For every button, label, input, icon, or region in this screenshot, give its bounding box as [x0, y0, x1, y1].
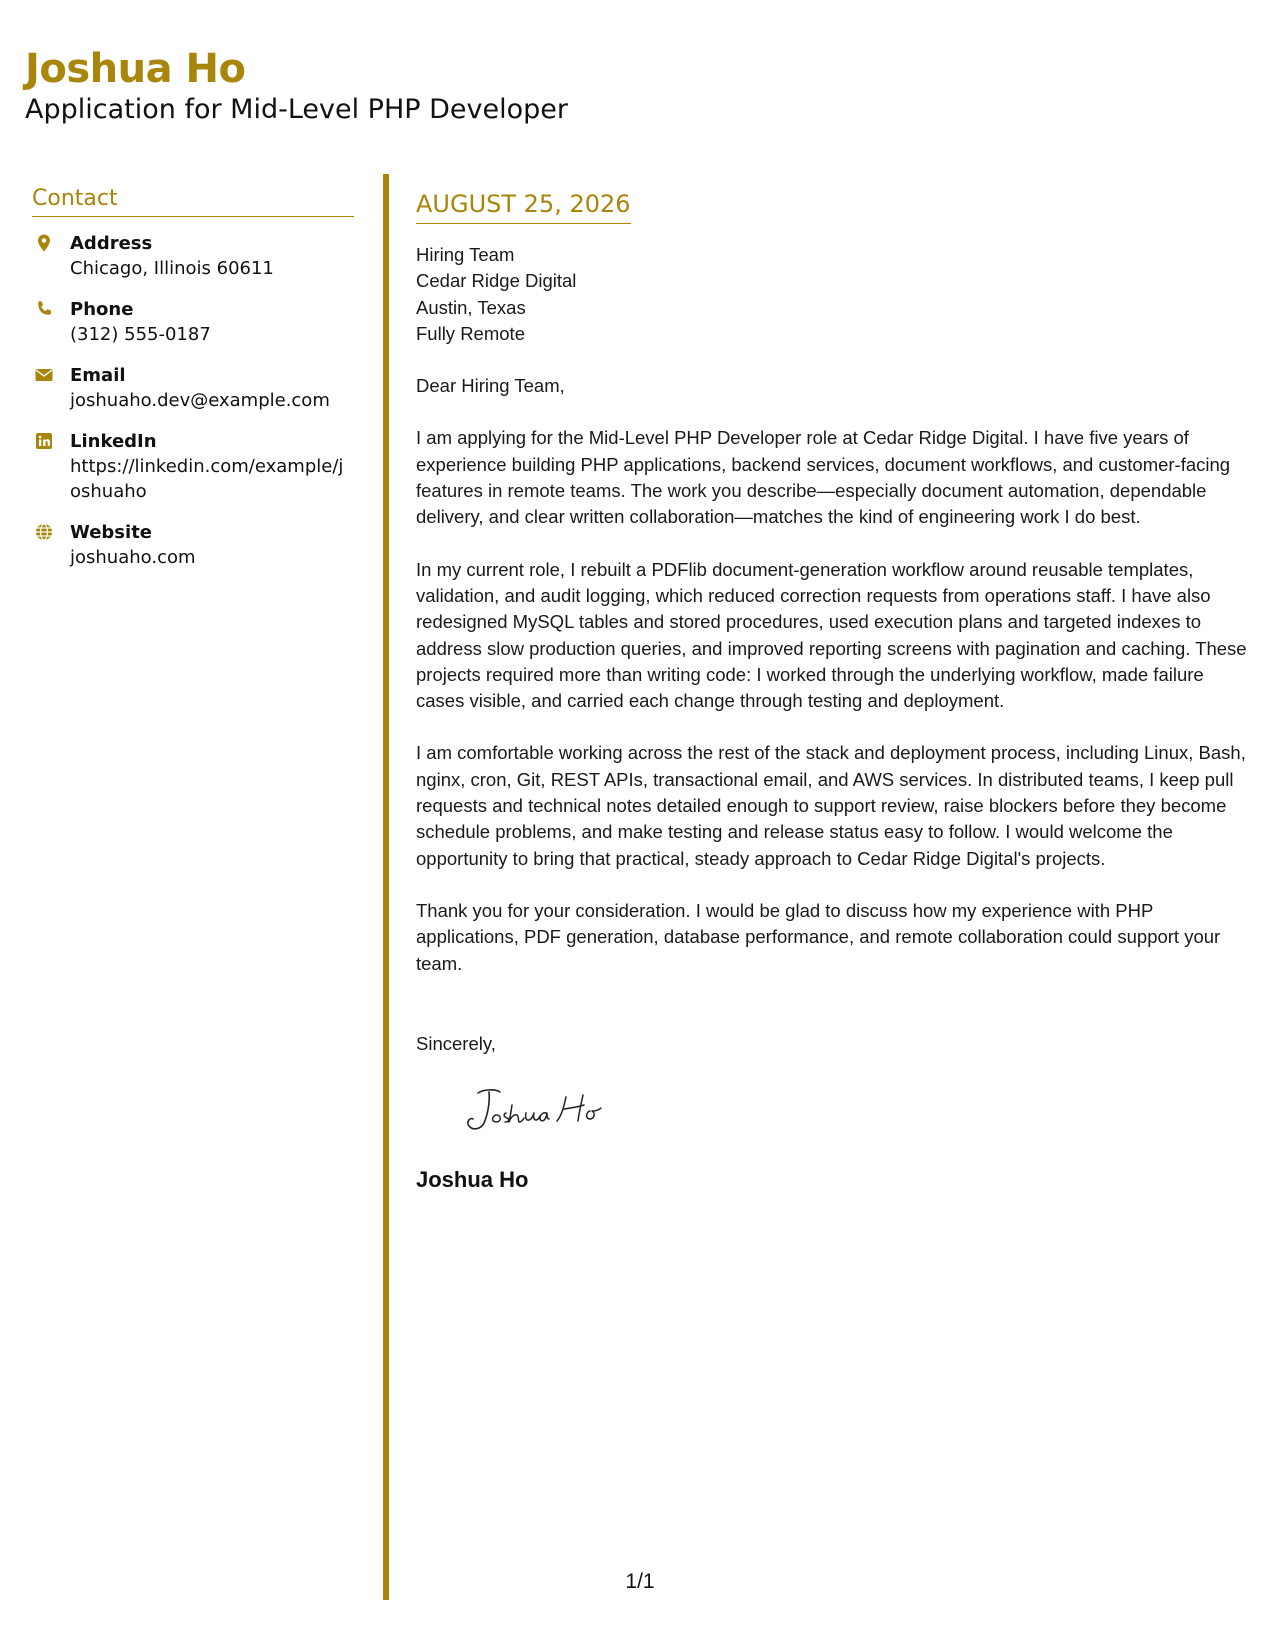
- applicant-name: Joshua Ho: [25, 46, 246, 92]
- application-subtitle: Application for Mid-Level PHP Developer: [25, 94, 568, 125]
- body-paragraph: I am applying for the Mid-Level PHP Developer role at Cedar Ridge Digital. I have five years of experience building PHP applications, backend services, document workflows, and customer-facing features in remote teams. The work you describe—especially document automation, dependable delivery, and clear written collaboration—matches the kind of engineering work I do best.: [416, 427, 1231, 528]
- phone-value: (312) 555-0187: [70, 324, 211, 345]
- body-paragraph: In my current role, I rebuilt a PDFlib document-generation workflow around reusable templates, validation, and audit logging, which reduced correction requests from operations staff. I have also redesigned MySQL tables and stored procedures, used execution plans and targeted indexes to address slow production queries, and improved reporting screens with pagination and caching. These projects required more than writing code: I worked through the underlying workflow, made failure cases visible, and carried each change through testing and deployment.: [416, 558, 1247, 712]
- letter-header: [25, 48, 568, 125]
- envelope-icon: [32, 363, 70, 413]
- page-number: 1/1: [625, 1570, 655, 1593]
- recipient-line: Cedar Ridge Digital: [416, 270, 577, 292]
- letter-body: [416, 190, 1250, 1193]
- body-paragraph: Thank you for your consideration. I would be glad to discuss how my experience with PHP applications, PDF generation, database performance, and remote collaboration could support your team.: [416, 899, 1221, 974]
- contact-label: Website: [70, 522, 153, 543]
- signer-name: Joshua Ho: [416, 1167, 529, 1193]
- handwritten-signature: [456, 1081, 636, 1141]
- contact-label: Address: [70, 233, 153, 254]
- phone-icon: [32, 297, 70, 347]
- closing: Sincerely,: [416, 1032, 496, 1054]
- vertical-divider: [383, 174, 389, 1600]
- recipient-block: [416, 242, 1250, 347]
- body-paragraph: I am comfortable working across the rest of the stack and deployment process, including Linux, Bash, nginx, cron, Git, REST APIs, transactional email, and AWS services. In distributed teams, I keep pull requests and technical notes detailed enough to support review, raise blockers before they become schedule problems, and make testing and release status easy to follow. I would welcome the opportunity to bring that practical, steady approach to Cedar Ridge Digital's projects.: [416, 742, 1246, 869]
- linkedin-icon: [32, 429, 70, 504]
- letter-date: AUGUST 25, 2026: [416, 190, 631, 224]
- email-value[interactable]: joshuaho.dev@example.com: [70, 390, 330, 411]
- contact-label: Phone: [70, 299, 134, 320]
- recipient-line: Hiring Team: [416, 244, 515, 265]
- contact-item-email: [32, 363, 354, 413]
- recipient-line: Fully Remote: [416, 322, 525, 344]
- recipient-line: Austin, Texas: [416, 296, 526, 318]
- globe-icon: [32, 520, 70, 570]
- contact-label: Email: [70, 365, 126, 386]
- address-value: Chicago, Illinois 60611: [70, 258, 274, 279]
- contact-label: LinkedIn: [70, 431, 157, 452]
- linkedin-value[interactable]: https://linkedin.com/example/joshuaho: [70, 456, 344, 502]
- website-value[interactable]: joshuaho.com: [70, 547, 196, 568]
- contact-sidebar: [32, 186, 354, 586]
- contact-item-linkedin: [32, 429, 354, 504]
- contact-item-address: [32, 231, 354, 281]
- salutation: Dear Hiring Team,: [416, 375, 565, 397]
- contact-item-phone: [32, 297, 354, 347]
- map-pin-icon: [32, 231, 70, 281]
- contact-item-website: [32, 520, 354, 570]
- contact-heading: Contact: [32, 186, 354, 217]
